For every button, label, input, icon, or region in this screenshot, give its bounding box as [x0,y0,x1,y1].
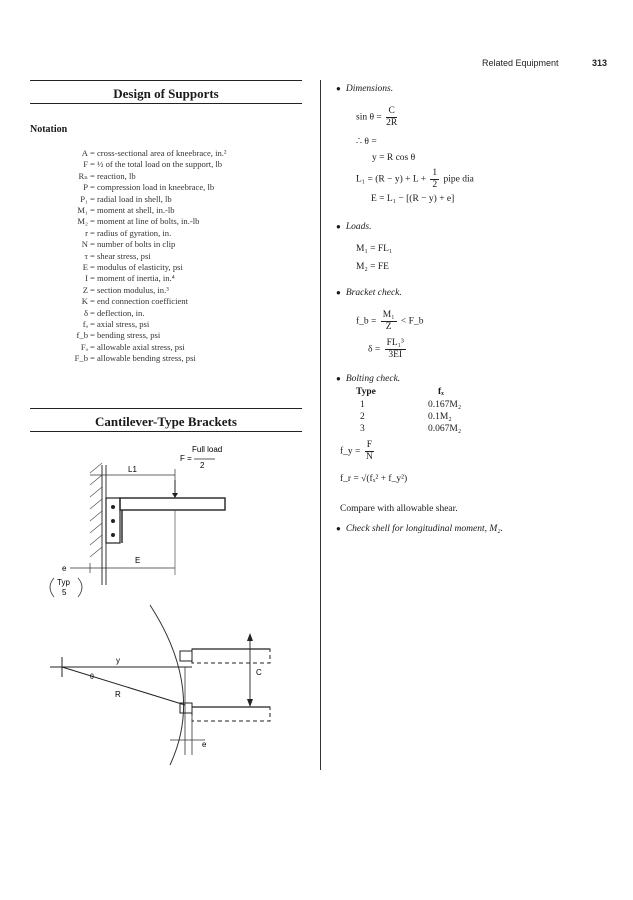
shell-arc [150,605,184,765]
section1-bottom-rule [30,103,302,104]
loads-label: Loads. [345,222,372,232]
notation-description: = end connection coefficient [90,296,188,307]
notation-symbol: A [81,148,88,158]
notation-symbol: τ [84,250,88,261]
notation-item [30,159,222,169]
notation-description: = modulus of elasticity, psi [90,262,183,272]
dimensions-bullet: ● Dimensions. [336,84,394,94]
notation-symbol: fₐ [82,319,88,329]
notation-item [30,216,199,226]
section2-top-rule [30,408,302,409]
table-cell-fx: 0.167M₂ [428,400,462,410]
l1-tail: pipe dia [443,174,474,185]
m1-eq: M₁ = FL₁ [356,244,393,254]
therefore-eq: ∴ θ = [356,137,377,147]
fb-num: M₁ [382,310,395,320]
fb-den: Z [385,322,392,332]
table-row [356,424,516,436]
notation-item [30,228,171,238]
fb-lhs: f_b = [356,316,377,327]
notation-item [30,273,175,283]
bracket-figure [30,435,302,770]
notation-symbol: F [83,159,88,170]
notation-description: = shear stress, psi [90,250,151,261]
check-shell-bullet: ● Check shell for longitudinal moment, M₂. [336,524,503,534]
table-header-row [356,387,516,400]
dimensions-label: Dimensions. [345,84,394,94]
notation-symbol: P [83,182,88,193]
notation-item [30,262,183,272]
c-label: C [256,668,262,677]
compare-text: Compare with allowable shear. [340,504,458,514]
notation-description: = moment of inertia, in.⁴ [90,273,175,284]
l1-eq [356,168,474,191]
table-rows [356,400,516,436]
notation-item [30,251,151,261]
fb-tail: < F_b [400,316,424,327]
bracket-arm [120,498,225,510]
notation-description: = radial load in shell, lb [90,193,172,204]
notation-item [30,342,185,352]
notation-description: = allowable axial stress, psi [90,341,185,352]
sin-eq [356,106,399,129]
notation-description: = axial stress, psi [90,319,150,329]
notation-item [30,330,160,340]
table-cell-fx: 0.067M₂ [428,424,462,434]
plan-arm-upper [192,649,270,663]
running-title: Related Equipment [482,58,559,68]
fy-lhs: f_y = [340,446,361,457]
delta-den: 3EI [388,350,403,360]
plan-arm-lower [192,707,270,721]
table-cell-type: 3 [360,424,365,434]
section2-bottom-rule [30,431,302,432]
e-bottom-label: e [202,740,207,749]
notation-symbol: Z [82,284,88,295]
section1-top-rule [30,80,302,81]
typ-label: Typ [57,578,70,587]
fy-num: F [366,440,373,450]
notation-symbol: Rₙ [78,170,88,181]
notation-item [30,194,172,204]
plan-clip-upper [180,651,192,661]
notation-symbol: N [81,239,88,250]
load-arrowhead [172,493,178,498]
notation-item [30,205,175,215]
notation-item [30,296,188,306]
delta-num: FL₁³ [386,338,404,348]
notation-symbol: P₁ [80,193,88,204]
notation-description: = number of bolts in clip [90,239,176,250]
fr-eq: f_r = √(fₓ² + f_y²) [340,474,408,484]
m2-eq: M₂ = FE [356,262,389,272]
table-row [356,400,516,412]
notation-description: = allowable bending stress, psi [90,353,196,364]
bolt-1 [111,505,115,509]
notation-item [30,148,227,158]
notation-symbol: f_b [76,330,88,341]
table-cell-type: 1 [360,400,365,410]
notation-description: = reaction, lb [90,170,136,181]
delta-lhs: δ = [368,344,381,355]
notation-description: = section modulus, in.³ [90,284,169,295]
e-eq: E = L₁ − [(R − y) + e] [371,194,455,204]
notation-symbol: I [85,273,88,284]
bolt-type-table [356,387,516,436]
page-number: 313 [592,58,608,68]
notation-symbol: δ [83,307,88,318]
bolting-check-label: Bolting check. [345,374,401,384]
notation-description: = moment at line of bolts, in.-lb [90,216,200,227]
bolt-3 [111,533,115,537]
theta-label: θ [90,674,94,681]
f-label: F = [180,454,192,463]
notation-item [30,239,175,249]
fb-eq [356,310,423,333]
bolt-2 [111,519,115,523]
table-cell-fx: 0.1M₂ [428,412,452,422]
notation-symbol: Fₐ [80,341,88,352]
notation-description: = moment at shell, in.-lb [90,205,175,215]
notation-description: = deflection, in. [90,307,145,318]
full-load-label: Full load [192,445,223,454]
notation-symbol: F_b [74,353,88,364]
l1-label: L1 [128,465,137,474]
table-header-fx: fₓ [438,387,444,397]
delta-eq [368,338,408,361]
l1-den: 2 [432,180,438,190]
notation-symbol: M₁ [77,205,88,215]
notation-item [30,171,136,182]
notation-symbol: E [82,262,88,272]
notation-description: = bending stress, psi [90,330,161,341]
check-shell-label: Check shell for longitudinal moment, M₂. [345,524,503,534]
notation-symbol: r [85,227,88,238]
table-row [356,412,516,424]
y-label: y [116,656,120,665]
e-dim-label: E [135,556,141,565]
bracket-check-label: Bracket check. [345,288,402,298]
table-cell-type: 2 [360,412,365,422]
notation-description: = compression load in kneebrace, lb [90,182,215,193]
sin-num: C [386,106,397,118]
radius-line [62,667,185,705]
wall-hatch [90,463,102,557]
notation-item [30,285,169,295]
r-label: R [115,690,121,699]
l1-num: 1 [432,168,438,178]
notation-item [30,319,149,329]
column-divider [320,80,321,770]
notation-item [30,182,214,192]
e-top-label: e [62,564,67,573]
notation-description: = radius of gyration, in. [90,227,172,238]
l1-lhs: L₁ = (R − y) + L + [356,174,427,185]
sin-lhs: sin θ = [356,112,382,123]
notation-description: = cross-sectional area of kneebrace, in.² [90,148,227,158]
bracket-check-bullet: ● Bracket check. [336,288,402,298]
notation-heading: Notation [30,124,68,135]
section1-title: Design of Supports [113,86,219,101]
bolting-check-bullet: ● Bolting check. [336,374,401,384]
notation-symbol: K [81,296,88,307]
loads-bullet: ● Loads. [336,222,372,232]
fy-eq [340,440,376,463]
y-eq: y = R cos θ [372,153,416,163]
fy-den: N [365,452,373,462]
section2-title: Cantilever-Type Brackets [95,414,237,429]
table-header-type: Type [356,387,376,397]
notation-description: = ½ of the total load on the support, lb [90,159,223,170]
notation-symbol: M₂ [77,216,88,227]
notation-item [30,308,144,318]
sin-den: 2R [386,118,398,128]
typ-number: 5 [62,588,67,597]
notation-item [30,353,196,363]
f-den: 2 [200,461,205,470]
